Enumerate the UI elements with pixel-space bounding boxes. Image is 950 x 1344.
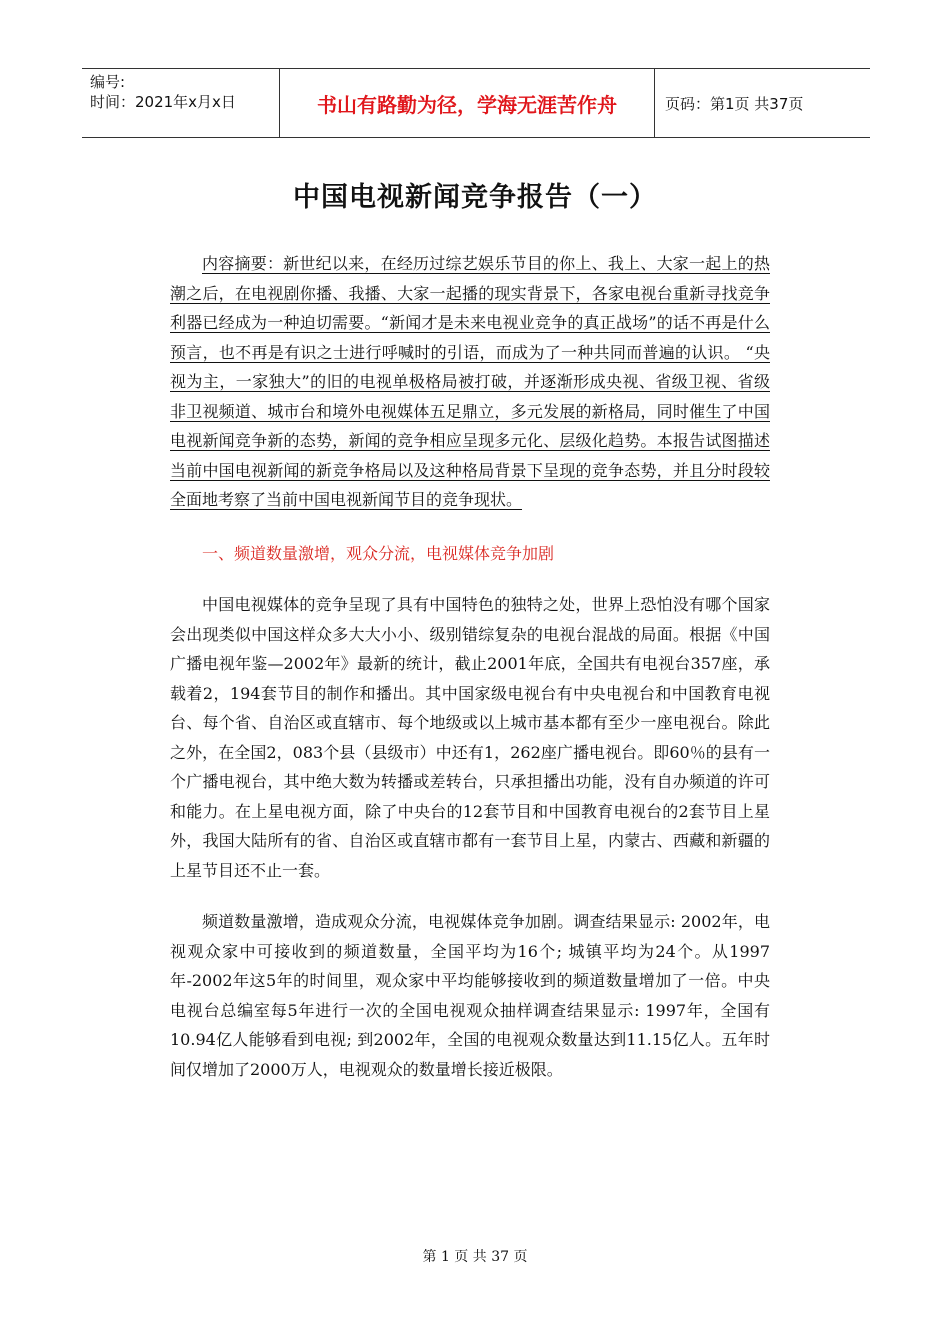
section-heading-1: 一、频道数量激增，观众分流，电视媒体竞争加剧: [202, 543, 555, 563]
body-paragraph-2: 频道数量激增，造成观众分流，电视媒体竞争加剧。调查结果显示: 2002年，电视观众家中可接收到的频道数量，全国平均为16个; 城镇平均为24个。从1997年-2002年这5年的时间里，观众家中平均能够接收到的频道数量增加了一倍。中央电视台总编室每5年进行一次的全国电视观众抽样调查结果显示: 1997年，全国有10.94亿人能够看到电视; 到2002年，全国的电视观众数量达到11.15亿人。五年时间仅增加了2000万人，电视观众的数量增长接近极限。: [170, 912, 770, 1079]
page-header: [82, 68, 870, 138]
document-body: [170, 249, 770, 1084]
header-motto: 书山有路勤为径，学海无涯苦作舟: [280, 69, 655, 137]
header-page-number: 页码：第1页 共37页: [665, 94, 804, 113]
page-footer: 第 1 页 共 37 页: [422, 1249, 528, 1265]
header-meta-cell: [82, 69, 280, 137]
document-title: 中国电视新闻竞争报告（一）: [293, 182, 657, 213]
document-time-label: 时间：2021年x月x日: [90, 93, 236, 111]
document-number-label: 编号:: [90, 73, 126, 91]
abstract-paragraph: 内容摘要：新世纪以来，在经历过综艺娱乐节目的你上、我上、大家一起上的热潮之后，在电视剧你播、我播、大家一起播的现实背景下，各家电视台重新寻找竞争利器已经成为一种迫切需要。“新闻才是未来电视业竞争的真正战场”的话不再是什么预言，也不再是有识之士进行呼喊时的引语，而成为了一种共同而普遍的认识。 “央视为主，一家独大”的旧的电视单极格局被打破，并逐渐形成央视、省级卫视、省级非卫视频道、城市台和境外电视媒体五足鼎立，多元发展的新格局，同时催生了中国电视新闻竞争新的态势，新闻的竞争相应呈现多元化、层级化趋势。本报告试图描述当前中国电视新闻的新竞争格局以及这种格局背景下呈现的竞争态势，并且分时段较全面地考察了当前中国电视新闻节目的竞争现状。: [170, 254, 770, 509]
body-paragraph-1: 中国电视媒体的竞争呈现了具有中国特色的独特之处，世界上恐怕没有哪个国家会出现类似中国这样众多大大小小、级别错综复杂的电视台混战的局面。根据《中国广播电视年鉴—2002年》最新的统计，截止2001年底，全国共有电视台357座，承载着2，194套节目的制作和播出。其中国家级电视台有中央电视台和中国教育电视台、每个省、自治区或直辖市、每个地级或以上城市基本都有至少一座电视台。除此之外，在全国2，083个县（县级市）中还有1，262座广播电视台。即60％的县有一个广播电视台，其中绝大数为转播或差转台，只承担播出功能，没有自办频道的许可和能力。在上星电视方面，除了中央台的12套节目和中国教育电视台的2套节目上星外，我国大陆所有的省、自治区或直辖市都有一套节目上星，内蒙古、西藏和新疆的上星节目还不止一套。: [170, 595, 770, 880]
